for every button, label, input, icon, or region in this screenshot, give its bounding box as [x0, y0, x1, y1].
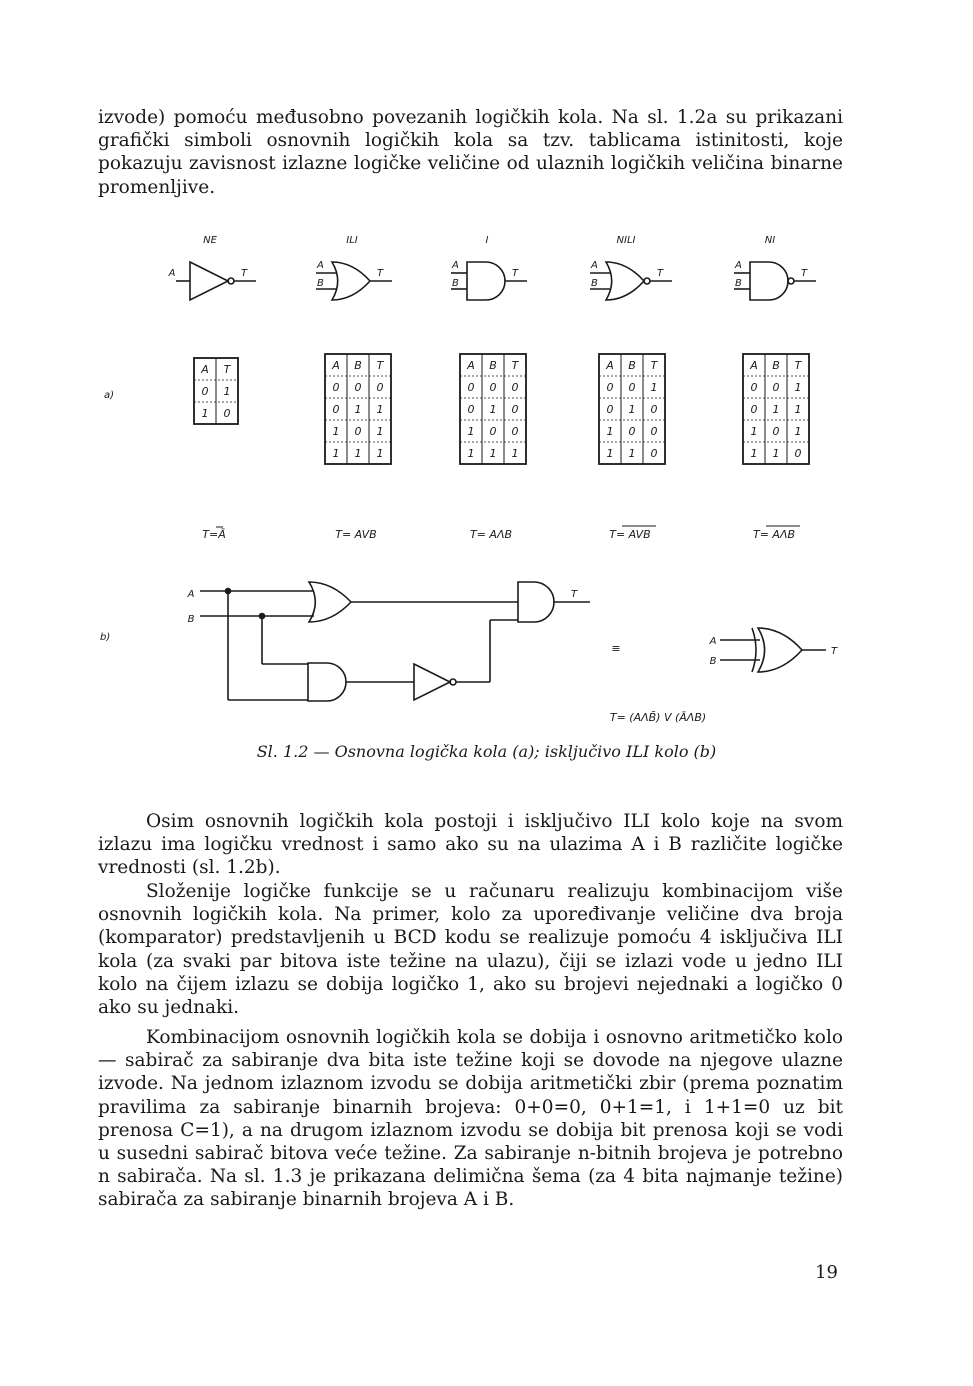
gate-equation: T= AΛB: [469, 528, 513, 541]
truth-table-cell: 1: [606, 425, 614, 438]
gate-name: I: [485, 235, 489, 246]
xor-equation: T= (AΛB̄) V (ĀΛB): [609, 711, 707, 724]
truth-table-cell: 1: [794, 425, 802, 438]
truth-table-cell: 0: [511, 403, 519, 416]
input-label-b: B: [591, 278, 598, 289]
truth-table-cell: 1: [750, 447, 758, 460]
not-gate-body: [414, 664, 450, 700]
truth-table-cell: 1: [628, 403, 636, 416]
truth-table-cell: 1: [467, 447, 475, 460]
truth-table-header: A: [332, 359, 340, 372]
input-label-a: A: [591, 260, 598, 271]
input-label-b: B: [452, 278, 459, 289]
truth-table-header: T: [650, 359, 658, 372]
truth-table-cell: 0: [772, 381, 780, 394]
truth-table-cell: 1: [467, 425, 475, 438]
truth-table-cell: 0: [794, 447, 802, 460]
truth-table-cell: 1: [750, 425, 758, 438]
truth-table-cell: 1: [606, 447, 614, 460]
or-gate-body: [309, 582, 351, 622]
gate-name: NE: [203, 235, 217, 246]
truth-table-cell: 1: [332, 425, 340, 438]
gate-name: NI: [764, 235, 776, 246]
truth-table-cell: 1: [354, 447, 362, 460]
paragraph-adder: Kombinacijom osnovnih logičkih kola se dobija i osnovno aritmetičko kolo — sabirač za sabiranje dva bita iste težine koji se dovode na njegove ulazne izvode. Na jednom izlaznom izvodu se dobija aritmetički zbir (prema poznatim pravilima za sabiranje binarnih brojeva: 0+0=0, 0+1=1, i 1+1=0 uz bit prenosa C=1), a na drugom izlaznom izvodu se dobija bit prenosa koji se vodi u susedni sabirač bitova veće težine. Za sabiranje n-bitnih brojeva je potrebno n sabirača. Na sl. 1.3 je prikazana delimična šema (za 4 bita najmanje težine) sabirača za sabiranje binarnih brojeva A i B.: [98, 1027, 843, 1211]
truth-table-cell: 0: [332, 403, 340, 416]
truth-table-header: A: [467, 359, 475, 372]
truth-table-cell: 1: [772, 447, 780, 460]
truth-table-cell: 0: [376, 381, 384, 394]
gate-nili: [590, 235, 672, 541]
truth-table-cell: 1: [376, 425, 384, 438]
truth-table-cell: 0: [489, 381, 497, 394]
truth-table-cell: 0: [606, 381, 614, 394]
output-label: T: [240, 268, 248, 279]
truth-table-cell: 0: [354, 381, 362, 394]
gate-ni: [734, 235, 816, 541]
paragraph-complex-functions: Složenije logičke funkcije se u računaru realizuju kombinacijom više osnovnih logičkih kola. Na primer, kolo za upoređivanje veličine dva broja (komparator) predstavljenih u BCD kodu se realizuje pomoću 4 isključiva ILI kola (za svaki par bitova iste težine na ulazu), čiji se izlazi vode u jedno ILI kolo na čijem izlazu se dobija logičko 1, ako su brojevi nejednaki a logičko 0 ako su jednaki.: [98, 881, 843, 1019]
truth-table-cell: 0: [606, 403, 614, 416]
part-a-label: a): [104, 390, 115, 401]
input-label-b: B: [317, 278, 324, 289]
truth-table-header: T: [223, 363, 231, 376]
gate-name: ILI: [346, 235, 358, 246]
output-label: T: [376, 268, 384, 279]
xor-symbol: [709, 628, 838, 672]
truth-table-cell: 1: [223, 385, 231, 398]
truth-table-header: B: [489, 359, 497, 372]
truth-table-header: A: [606, 359, 614, 372]
intro-paragraph: izvode) pomoću međusobno povezanih logičkih kola. Na sl. 1.2a su prikazani grafički simboli osnovnih logičkih kola sa tzv. tablicama istinitosti, koje pokazuju zavisnost izlazne logičke veličine od ulaznih logičkih veličina binarne promenljive.: [98, 107, 843, 198]
gate-equation: T= AVB: [609, 528, 651, 541]
truth-table-cell: 0: [511, 425, 519, 438]
truth-table-header: B: [628, 359, 636, 372]
input-label-b: B: [735, 278, 742, 289]
and-gate-body: [518, 582, 554, 622]
truth-table-header: B: [772, 359, 780, 372]
or-gate-body: [332, 262, 370, 300]
truth-table-cell: 0: [750, 403, 758, 416]
output-label: T: [656, 268, 664, 279]
output-label: T: [511, 268, 519, 279]
truth-table-header: A: [750, 359, 758, 372]
truth-table-cell: 1: [628, 447, 636, 460]
truth-table: [194, 358, 238, 424]
figure-caption: Sl. 1.2 — Osnovna logička kola (a); isključivo ILI kolo (b): [256, 742, 717, 761]
input-label: A: [168, 268, 176, 279]
truth-table-cell: 0: [628, 381, 636, 394]
xor-circuit: [187, 582, 838, 724]
xor-extra-arc: [752, 628, 756, 672]
truth-table-cell: 0: [650, 425, 658, 438]
xor-symbol-input-a-label: A: [709, 636, 717, 647]
truth-table: [743, 354, 809, 464]
xor-symbol-output-label: T: [830, 646, 838, 657]
truth-table-cell: 1: [376, 447, 384, 460]
xor-symbol-input-b-label: B: [709, 656, 717, 667]
gate-equation: T= AΛB: [752, 528, 796, 541]
truth-table-cell: 1: [489, 447, 497, 460]
and-gate-body: [467, 262, 505, 300]
truth-table-cell: 0: [354, 425, 362, 438]
truth-table-cell: 1: [511, 447, 519, 460]
truth-table-cell: 0: [511, 381, 519, 394]
paragraph-xor: Osim osnovnih logičkih kola postoji i isključivo ILI kolo koje na svom izlazu ima logičku vrednost i samo ako su na ulazima A i B različite logičke vrednosti (sl. 1.2b).: [98, 811, 843, 879]
truth-table: [325, 354, 391, 464]
truth-table-cell: 0: [223, 407, 231, 420]
output-label: T: [800, 268, 808, 279]
truth-table: [599, 354, 665, 464]
input-label-a: A: [735, 260, 742, 271]
truth-table-cell: 1: [376, 403, 384, 416]
and-gate-body: [750, 262, 788, 300]
truth-table-header: B: [354, 359, 362, 372]
gate-i: [451, 235, 527, 541]
equivalence-sign: ≡: [611, 642, 621, 655]
gate-ili: [316, 235, 392, 541]
truth-table-cell: 1: [332, 447, 340, 460]
part-b-label: b): [100, 632, 111, 643]
truth-table-header: T: [511, 359, 519, 372]
gate-ne: [168, 235, 256, 541]
truth-table-header: A: [201, 363, 209, 376]
gate-name: NILI: [616, 235, 636, 246]
truth-table-cell: 1: [772, 403, 780, 416]
truth-table-cell: 1: [354, 403, 362, 416]
truth-table-cell: 0: [467, 403, 475, 416]
truth-table-cell: 1: [650, 381, 658, 394]
or-gate-body: [758, 628, 802, 672]
gate-equation: T= AVB: [335, 528, 377, 541]
truth-table: [460, 354, 526, 464]
truth-table-cell: 1: [201, 407, 209, 420]
not-gate-body: [190, 262, 228, 300]
truth-table-header: T: [794, 359, 802, 372]
truth-table-cell: 0: [332, 381, 340, 394]
xor-input-b-label: B: [187, 614, 195, 625]
truth-table-cell: 0: [467, 381, 475, 394]
truth-table-cell: 1: [794, 403, 802, 416]
truth-table-cell: 1: [489, 403, 497, 416]
truth-table-cell: 1: [794, 381, 802, 394]
and-gate-body: [308, 663, 346, 701]
gate-equation: T=Ā: [202, 528, 226, 541]
xor-output-label: T: [570, 589, 578, 600]
page-number: 19: [815, 1262, 838, 1283]
truth-table-header: T: [376, 359, 384, 372]
truth-table-cell: 0: [650, 403, 658, 416]
xor-input-a-label: A: [187, 589, 195, 600]
input-label-a: A: [452, 260, 459, 271]
truth-table-cell: 0: [628, 425, 636, 438]
input-label-a: A: [317, 260, 324, 271]
truth-table-cell: 0: [201, 385, 209, 398]
truth-table-cell: 0: [650, 447, 658, 460]
truth-table-cell: 0: [750, 381, 758, 394]
inversion-bubble: [788, 278, 794, 284]
truth-table-cell: 0: [772, 425, 780, 438]
truth-table-cell: 0: [489, 425, 497, 438]
or-gate-body: [606, 262, 644, 300]
